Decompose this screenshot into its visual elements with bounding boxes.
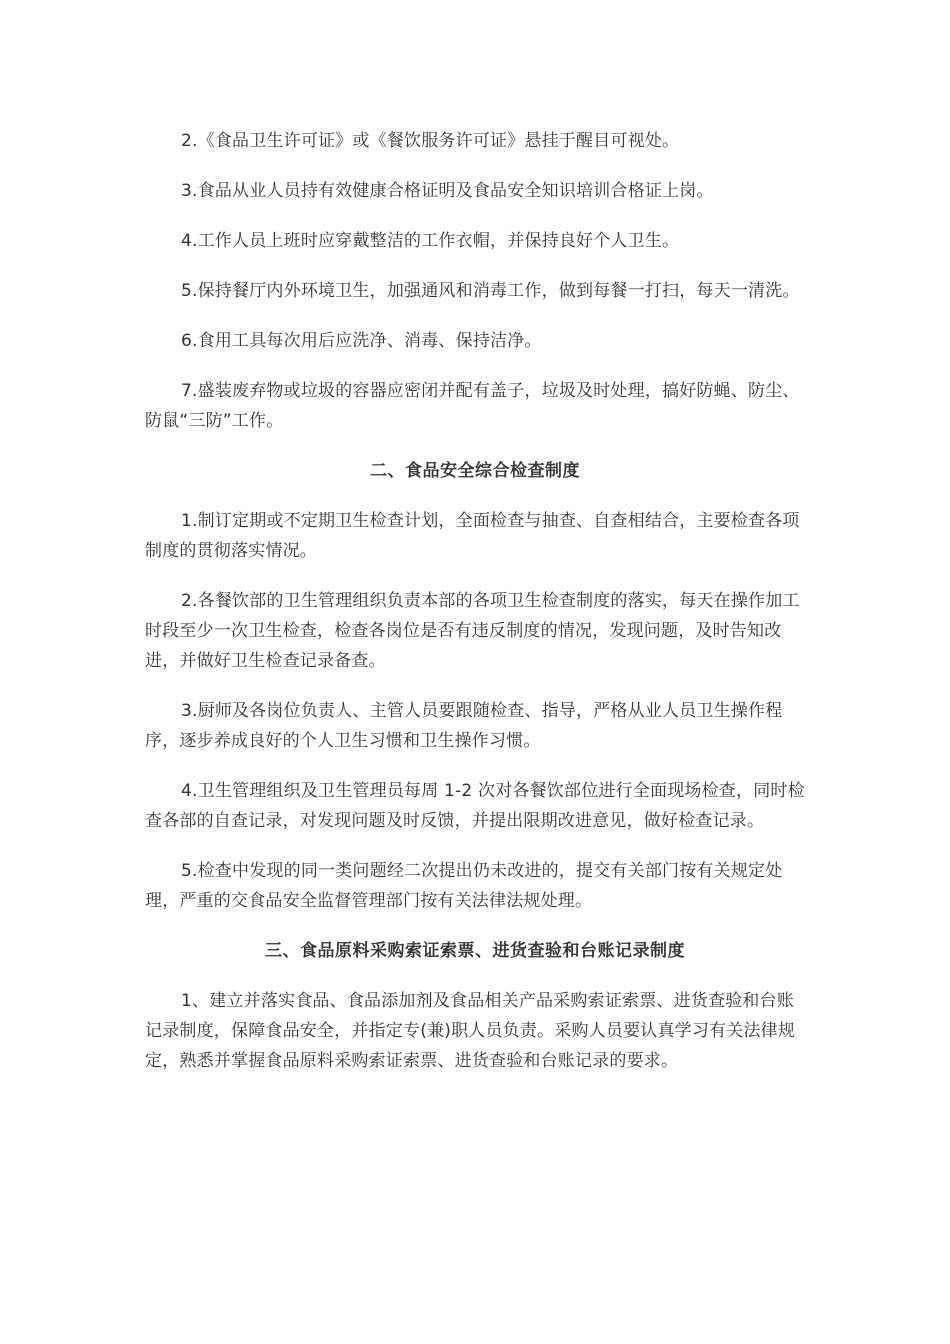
section-one-item-2: 2.《食品卫生许可证》或《餐饮服务许可证》悬挂于醒目可视处。 <box>181 131 680 151</box>
section-one-item-7: 7.盛装废弃物或垃圾的容器应密闭并配有盖子，垃圾及时处理，搞好防蝇、防尘、防鼠“三防”工作。 <box>145 381 800 431</box>
section-one-item-3: 3.食品从业人员持有效健康合格证明及食品安全知识培训合格证上岗。 <box>181 181 714 201</box>
section-one-item-6: 6.食用工具每次用后应洗净、消毒、保持洁净。 <box>181 331 542 351</box>
section-two-item-5: 5.检查中发现的同一类问题经二次提出仍未改进的，提交有关部门按有关规定处理，严重的交食品安全监督管理部门按有关法律法规处理。 <box>145 861 783 911</box>
section-two-item-2: 2.各餐饮部的卫生管理组织负责本部的各项卫生检查制度的落实，每天在操作加工时段至少一次卫生检查，检查各岗位是否有违反制度的情况，发现问题，及时告知改进，并做好卫生检查记录备查。 <box>145 591 800 671</box>
section-three-heading: 三、食品原料采购索证索票、进货查验和台账记录制度 <box>265 941 685 961</box>
section-two-heading: 二、食品安全综合检查制度 <box>370 461 580 481</box>
document-page <box>145 126 805 1096</box>
section-two-item-1: 1.制订定期或不定期卫生检查计划，全面检查与抽查、自查相结合，主要检查各项制度的贯彻落实情况。 <box>145 511 800 561</box>
section-one-item-4: 4.工作人员上班时应穿戴整洁的工作衣帽，并保持良好个人卫生。 <box>181 231 680 251</box>
section-two-item-4: 4.卫生管理组织及卫生管理员每周 1-2 次对各餐饮部位进行全面现场检查，同时检查各部的自查记录，对发现问题及时反馈，并提出限期改进意见，做好检查记录。 <box>145 781 805 831</box>
section-three-item-1: 1、建立并落实食品、食品添加剂及食品相关产品采购索证索票、进货查验和台账记录制度，保障食品安全，并指定专(兼)职人员负责。采购人员要认真学习有关法律规定，熟悉并掌握食品原料采购索证索票、进货查验和台账记录的要求。 <box>145 991 796 1071</box>
section-two-item-3: 3.厨师及各岗位负责人、主管人员要跟随检查、指导，严格从业人员卫生操作程序，逐步养成良好的个人卫生习惯和卫生操作习惯。 <box>145 701 783 751</box>
section-one-item-5: 5.保持餐厅内外环境卫生，加强通风和消毒工作，做到每餐一打扫，每天一清洗。 <box>181 281 800 301</box>
